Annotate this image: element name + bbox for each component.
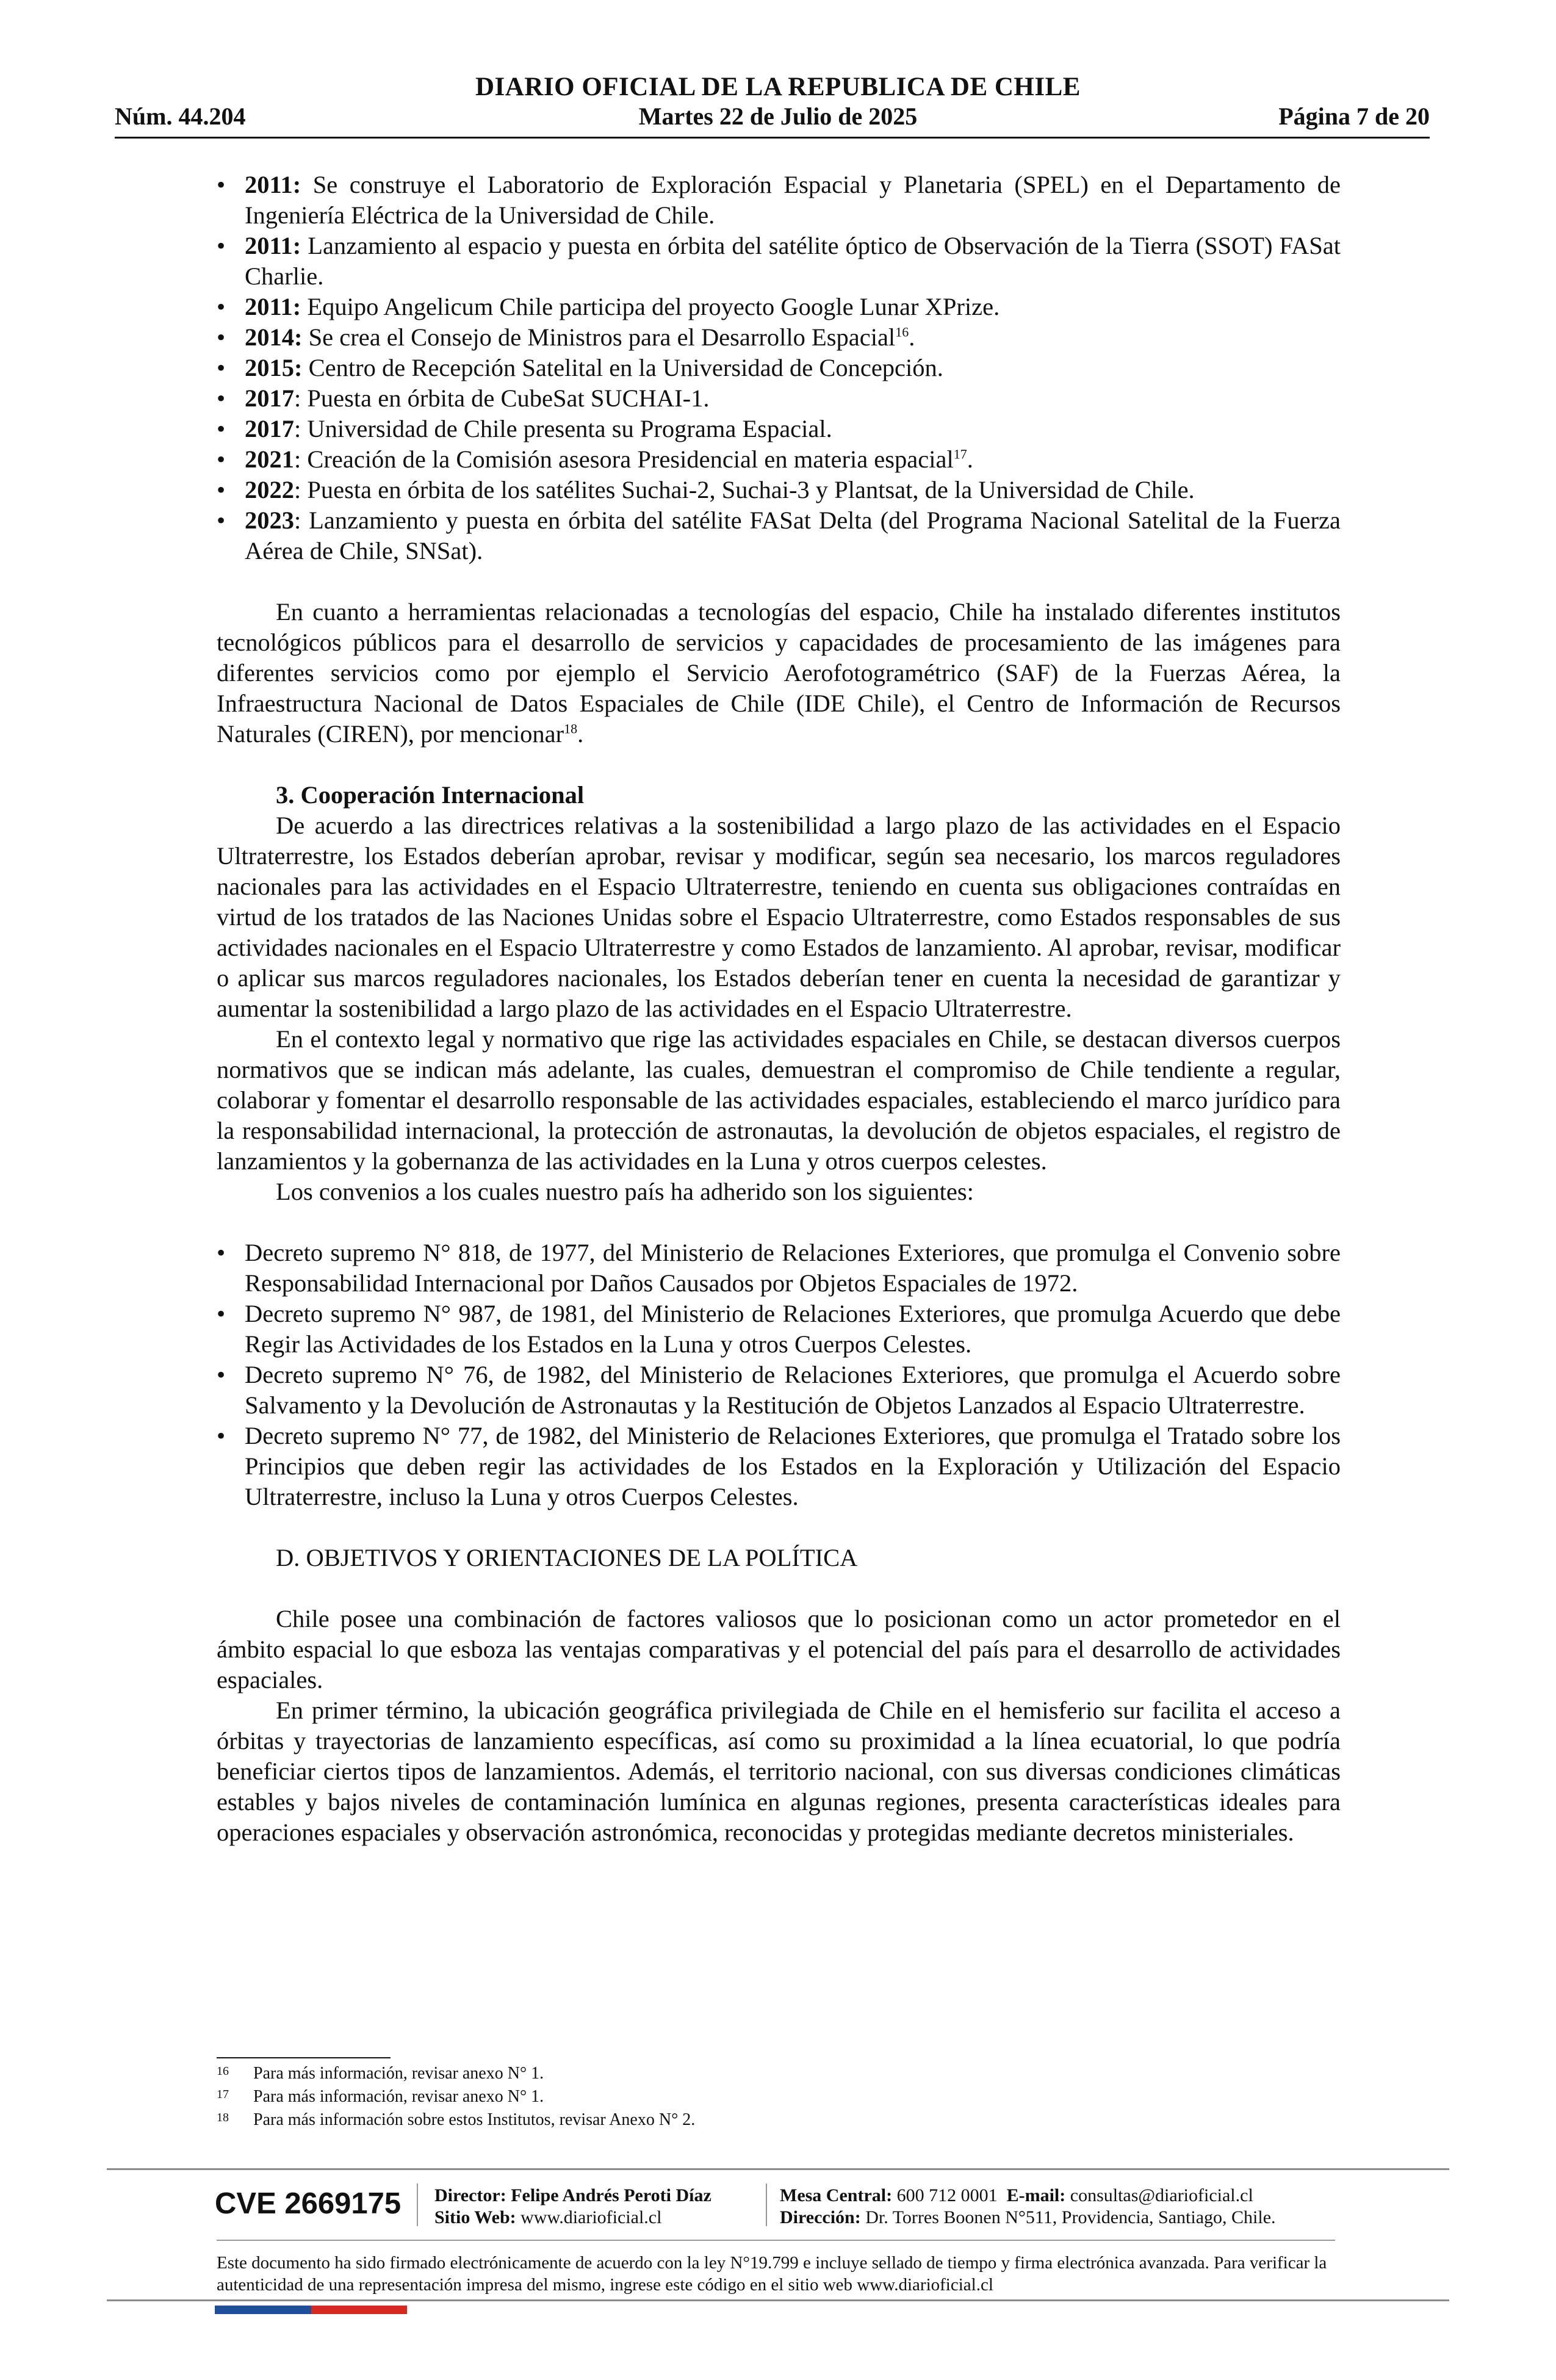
bullet-icon: • bbox=[217, 1361, 226, 1388]
website-link[interactable]: www.diarioficial.cl bbox=[520, 2207, 662, 2227]
header-divider bbox=[115, 137, 1430, 139]
footnote: 17 Para más información, revisar anexo N° 1. bbox=[217, 2087, 544, 2106]
cve-code: CVE 2669175 bbox=[215, 2187, 402, 2220]
footer-divider bbox=[107, 2299, 1449, 2301]
flag-red-segment bbox=[311, 2306, 407, 2314]
decree-item: • Decreto supremo N° 818, de 1977, del Ministerio de Relaciones Exteriores, que promulga el Convenio sobre Responsabilidad Internacional por Daños Causados por Objetos Espaciales de 1972. bbox=[217, 1239, 1341, 1297]
decree-list bbox=[217, 1238, 1341, 1512]
issue-number: Núm. 44.204 bbox=[115, 103, 246, 130]
flag-stripe bbox=[215, 2306, 407, 2314]
footnote: 16 Para más información, revisar anexo N° 1. bbox=[217, 2064, 544, 2083]
paragraph: De acuerdo a las directrices relativas a la sostenibilidad a largo plazo de las actividades en el Espacio Ultraterrestre, los Estados deberían aprobar, revisar y modificar, según sea necesario, los marcos reguladores nacionales para las actividades en el Espacio Ultraterrestre, teniendo en cuenta sus obligaciones contraídas en virtud de los tratados de las Naciones Unidas sobre el Espacio Ultraterrestre, como Estados responsables de sus actividades nacionales en el Espacio Ultraterrestre y como Estados de lanzamiento. Al aprobar, revisar, modificar o aplicar sus marcos reguladores nacionales, los Estados deberían tener en cuenta la necesidad de garantizar y aumentar la sostenibilidad a largo plazo de las actividades en el Espacio Ultraterrestre. bbox=[217, 812, 1341, 1022]
timeline-item: • 2011: Equipo Angelicum Chile participa del proyecto Google Lunar XPrize. bbox=[217, 292, 1341, 322]
section-heading: 3. Cooperación Internacional bbox=[276, 781, 585, 809]
legal-notice: Este documento ha sido firmado electrónicamente de acuerdo con la ley N°19.799 e incluye sellado de tiempo y firma electrónica avanzada. Para verificar la autenticidad de una representación impresa del mismo, ingrese este código en el sitio web www.diarioficial.cl bbox=[217, 2253, 1327, 2295]
timeline-list bbox=[217, 170, 1341, 566]
bullet-icon: • bbox=[217, 323, 226, 351]
paragraph: Los convenios a los cuales nuestro país ha adherido son los siguientes: bbox=[276, 1178, 974, 1205]
paragraph: En el contexto legal y normativo que rige las actividades espaciales en Chile, se destacan diversos cuerpos normativos que se indican más adelante, las cuales, demuestran el compromiso de Chile tendiente a regular, colaborar y fomentar el desarrollo responsable de las actividades espaciales, estableciendo el marco jurídico para la responsabilidad internacional, la protección de astronautas, la devolución de objetos espaciales, el registro de lanzamientos y la gobernanza de las actividades en la Luna y otros cuerpos celestes. bbox=[217, 1025, 1341, 1175]
director-name: Felipe Andrés Peroti Díaz bbox=[511, 2185, 711, 2205]
footnote-ref[interactable]: 18 bbox=[564, 721, 578, 737]
footnotes bbox=[217, 2062, 695, 2132]
timeline-item: • 2011: Lanzamiento al espacio y puesta en órbita del satélite óptico de Observación de la Tierra (SSOT) FASat Charlie. bbox=[217, 232, 1341, 290]
footer-separator bbox=[766, 2183, 767, 2226]
footer-separator bbox=[417, 2183, 418, 2226]
decree-item: • Decreto supremo N° 987, de 1981, del Ministerio de Relaciones Exteriores, que promulga Acuerdo que debe Regir las Actividades de los Estados en la Luna y otros Cuerpos Celestes. bbox=[217, 1300, 1341, 1358]
bullet-icon: • bbox=[217, 354, 226, 381]
decree-item: • Decreto supremo N° 76, de 1982, del Ministerio de Relaciones Exteriores, que promulga el Acuerdo sobre Salvamento y la Devolución de Astronautas y la Restitución de Objetos Lanzados al Espacio Ultraterrestre. bbox=[217, 1361, 1341, 1419]
address: Dr. Torres Boonen N°511, Providencia, Santiago, Chile. bbox=[865, 2207, 1276, 2227]
bullet-icon: • bbox=[217, 232, 226, 259]
footnote-ref[interactable]: 16 bbox=[895, 324, 909, 340]
bullet-icon: • bbox=[217, 293, 226, 320]
timeline-item: • 2022: Puesta en órbita de los satélites Suchai-2, Suchai-3 y Plantsat, de la Universidad de Chile. bbox=[217, 475, 1341, 505]
issue-date: Martes 22 de Julio de 2025 bbox=[638, 103, 918, 130]
timeline-item: • 2017: Universidad de Chile presenta su Programa Espacial. bbox=[217, 414, 1341, 444]
email-link[interactable]: consultas@diarioficial.cl bbox=[1070, 2185, 1253, 2205]
section-heading: D. OBJETIVOS Y ORIENTACIONES DE LA POLÍTICA bbox=[276, 1544, 858, 1571]
timeline-item: • 2014: Se crea el Consejo de Ministros para el Desarrollo Espacial$^{16}$. bbox=[217, 322, 1341, 353]
footer-divider bbox=[107, 2168, 1449, 2170]
newspaper-title: DIARIO OFICIAL DE LA REPUBLICA DE CHILE bbox=[475, 73, 1081, 101]
timeline-item: • 2021: Creación de la Comisión asesora Presidencial en materia espacial$^{17}$. bbox=[217, 444, 1341, 475]
bullet-icon: • bbox=[217, 476, 226, 503]
timeline-item: • 2015: Centro de Recepción Satelital en la Universidad de Concepción. bbox=[217, 353, 1341, 383]
footnote-ref[interactable]: 17 bbox=[953, 446, 967, 462]
paragraph: Chile posee una combinación de factores valiosos que lo posicionan como un actor prometedor en el ámbito espacial lo que esboza las ventajas comparativas y el potencial del país para el desarrollo de actividades espaciales. bbox=[217, 1605, 1341, 1693]
publisher-info: Director: Felipe Andrés Peroti Díaz Sitio Web: www.diarioficial.cl bbox=[434, 2185, 711, 2227]
bullet-icon: • bbox=[217, 507, 226, 534]
bullet-icon: • bbox=[217, 415, 226, 442]
page-number: Página 7 de 20 bbox=[1278, 103, 1430, 130]
timeline-item: • 2023: Lanzamiento y puesta en órbita del satélite FASat Delta (del Programa Nacional Satelital de la Fuerza Aérea de Chile, SNSat). bbox=[217, 507, 1341, 564]
bullet-icon: • bbox=[217, 445, 226, 473]
timeline-item: • 2017: Puesta en órbita de CubeSat SUCHAI-1. bbox=[217, 383, 1341, 414]
paragraph-tools: En cuanto a herramientas relacionadas a tecnologías del espacio, Chile ha instalado diferentes institutos tecnológicos públicos para el desarrollo de servicios y capacidades de procesamiento de las imágenes para diferentes servicios como por ejemplo el Servicio Aerofotogramétrico (SAF) de la Fuerzas Aérea, la Infraestructura Nacional de Datos Espaciales de Chile (IDE Chile), el Centro de Información de Recursos Naturales (CIREN), por mencionar$^{18}$. bbox=[217, 598, 1341, 748]
paragraph: En primer término, la ubicación geográfica privilegiada de Chile en el hemisferio sur facilita el acceso a órbitas y trayectorias de lanzamiento específicas, así como su proximidad a la línea ecuatorial, lo que podría beneficiar ciertos tipos de lanzamientos. Además, el territorio nacional, con sus diversas condiciones climáticas estables y bajos niveles de contaminación lumínica en algunas regiones, presenta características ideales para operaciones espaciales y observación astronómica, reconocidas y protegidas mediante decretos ministeriales. bbox=[217, 1697, 1341, 1846]
main-content bbox=[217, 170, 1341, 1848]
bullet-icon: • bbox=[217, 171, 226, 198]
footer-divider bbox=[217, 2240, 1335, 2241]
flag-blue-segment bbox=[215, 2306, 311, 2314]
bullet-icon: • bbox=[217, 1422, 226, 1449]
decree-item: • Decreto supremo N° 77, de 1982, del Ministerio de Relaciones Exteriores, que promulga el Tratado sobre los Principios que deben regir las actividades de los Estados en la Exploración y Utilización del Espacio Ultraterrestre, incluso la Luna y otros Cuerpos Celestes. bbox=[217, 1422, 1341, 1510]
phone-number: 600 712 0001 bbox=[896, 2185, 998, 2205]
footnote: 18 Para más información sobre estos Institutos, revisar Anexo N° 2. bbox=[217, 2110, 696, 2129]
bullet-icon: • bbox=[217, 1239, 226, 1266]
bullet-icon: • bbox=[217, 1300, 226, 1327]
contact-info: Mesa Central: 600 712 0001 E-mail: consultas@diarioficial.cl Dirección: Dr. Torres Boonen N°511, Providencia, Santiago, Chile. bbox=[780, 2185, 1276, 2227]
footnote-divider bbox=[217, 2057, 391, 2058]
timeline-item: • 2011: Se construye el Laboratorio de Exploración Espacial y Planetaria (SPEL) en el Departamento de Ingeniería Eléctrica de la Universidad de Chile. bbox=[217, 171, 1341, 229]
bullet-icon: • bbox=[217, 384, 226, 412]
